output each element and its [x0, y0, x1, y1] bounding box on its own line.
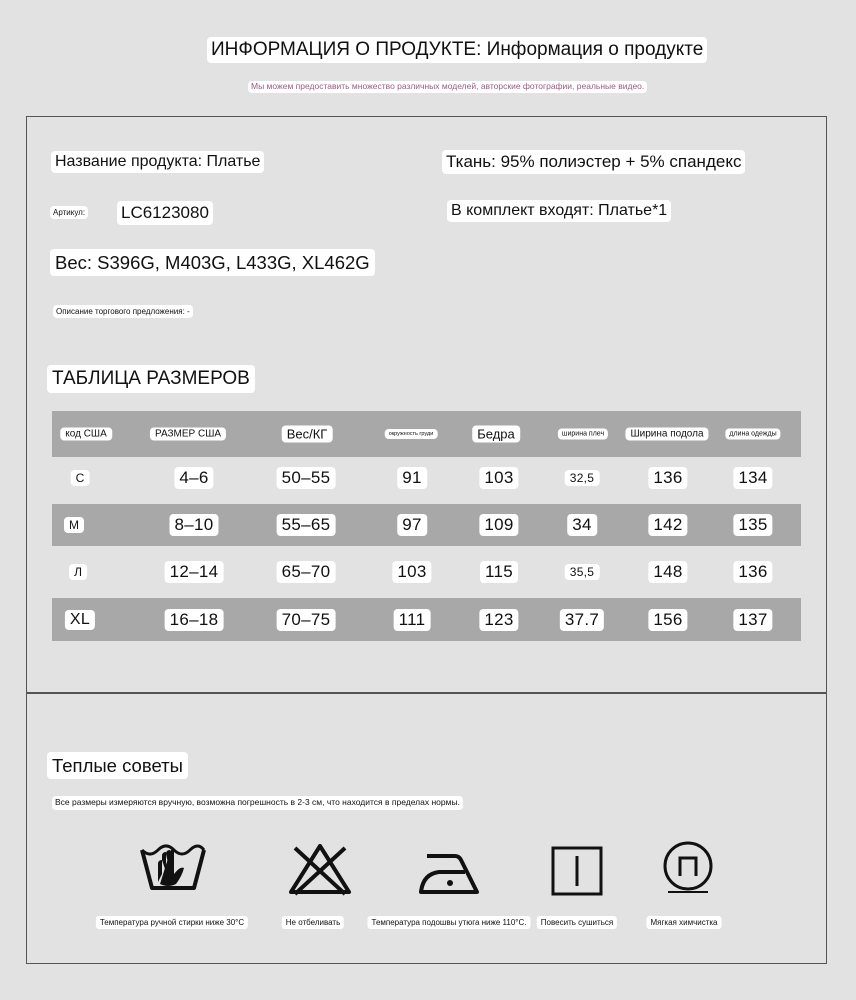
product-weight: Вес: S396G, M403G, L433G, XL462G	[50, 249, 375, 276]
product-kit: В комплект входят: Платье*1	[447, 200, 671, 222]
care-label-dry-clean: Мягкая химчистка	[647, 916, 722, 929]
header-hips: Бедра	[472, 426, 520, 443]
dry-clean-icon	[662, 838, 714, 896]
row-bust: 97	[397, 514, 427, 536]
row-bust: 103	[392, 561, 431, 583]
header-us-size: РАЗМЕР США	[150, 428, 226, 441]
row-hem: 148	[648, 561, 687, 583]
page-subtitle: Мы можем предоставить множество различных моделей, авторские фотографии, реальные видео.	[248, 81, 647, 93]
row-hips: 115	[480, 561, 518, 583]
row-length: 136	[733, 561, 772, 583]
article-label: Артикул:	[50, 206, 88, 219]
product-name: Название продукта: Платье	[51, 151, 264, 173]
header-us-code: код США	[60, 428, 112, 441]
trade-offer: Описание торгового предложения: -	[53, 305, 193, 318]
product-fabric: Ткань: 95% полиэстер + 5% спандекс	[442, 150, 745, 174]
row-us-code: С	[71, 470, 90, 486]
header-bust: окружность груди	[385, 429, 438, 439]
row-hips: 103	[479, 467, 518, 489]
care-label-iron: Температура подошвы утюга ниже 110°C.	[368, 916, 531, 929]
tips-note: Все размеры измеряются вручную, возможна погрешность в 2-3 см, что находится в пределах нормы.	[52, 796, 463, 810]
row-weight: 70–75	[277, 609, 336, 631]
row-length: 135	[733, 514, 772, 536]
header-hem: Ширина подола	[625, 428, 708, 441]
table-row	[52, 598, 801, 641]
row-bust: 91	[397, 467, 427, 489]
row-hem: 136	[648, 467, 687, 489]
page-title: ИНФОРМАЦИЯ О ПРОДУКТЕ: Информация о продукте	[207, 37, 707, 63]
row-us-size: 4–6	[174, 467, 213, 489]
care-label-hand-wash: Температура ручной стирки ниже 30°C	[96, 916, 248, 929]
row-us-size: 12–14	[165, 561, 224, 583]
hang-dry-icon	[551, 846, 603, 896]
row-shoulder: 32,5	[565, 470, 600, 486]
article-value: LC6123080	[117, 201, 213, 225]
row-length: 137	[733, 609, 772, 631]
hand-wash-icon	[138, 838, 208, 898]
table-row	[52, 457, 801, 499]
row-hem: 142	[648, 514, 687, 536]
table-row	[52, 551, 801, 593]
table-header-row	[52, 411, 801, 457]
row-us-code: Л	[69, 564, 87, 580]
header-weight: Вес/КГ	[282, 426, 333, 443]
row-us-code: XL	[65, 610, 95, 630]
row-us-code: М	[64, 517, 84, 533]
care-label-no-bleach: Не отбеливать	[282, 916, 344, 929]
tips-title: Теплые советы	[47, 752, 188, 779]
row-us-size: 8–10	[169, 514, 218, 536]
header-shoulder: ширина плеч	[558, 429, 608, 440]
table-row	[52, 504, 801, 546]
no-bleach-icon	[287, 842, 353, 896]
row-length: 134	[733, 467, 772, 489]
row-hips: 109	[479, 514, 518, 536]
care-label-hang-dry: Повесить сушиться	[537, 916, 617, 929]
size-table-title: ТАБЛИЦА РАЗМЕРОВ	[47, 365, 255, 393]
row-shoulder: 35,5	[565, 564, 600, 580]
row-shoulder: 37.7	[560, 609, 604, 631]
row-bust: 111	[394, 609, 431, 631]
row-weight: 65–70	[277, 561, 336, 583]
row-weight: 55–65	[277, 514, 336, 536]
row-weight: 50–55	[277, 467, 336, 489]
header-length: длина одежды	[725, 429, 780, 440]
row-us-size: 16–18	[165, 609, 224, 631]
row-hips: 123	[479, 609, 518, 631]
row-hem: 156	[648, 609, 687, 631]
iron-icon	[419, 846, 481, 896]
row-shoulder: 34	[567, 514, 597, 536]
